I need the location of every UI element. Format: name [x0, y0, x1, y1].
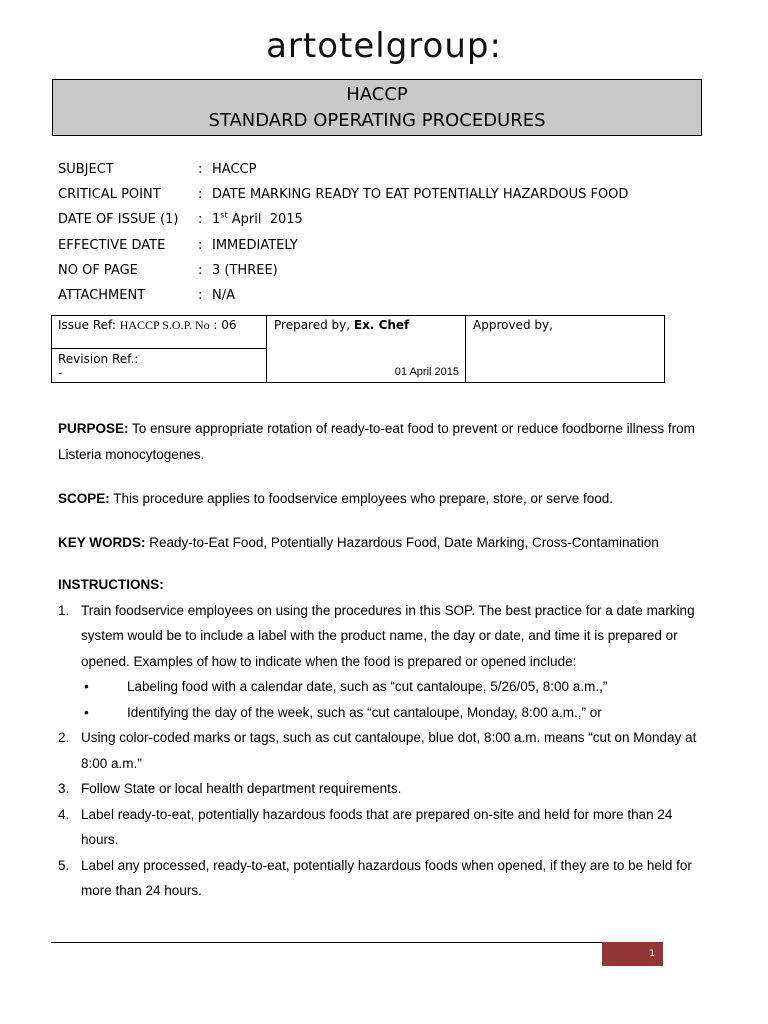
meta-colon: : [198, 212, 203, 228]
meta-key: EFFECTIVE DATE [58, 237, 166, 253]
meta-colon: : [198, 262, 203, 278]
meta-value: 3 (THREE) [212, 262, 278, 278]
revision-ref-cell [52, 349, 266, 383]
ref-cell-left [52, 316, 267, 382]
list-text: Using color-coded marks or tags, such as cut cantaloupe, blue dot, 8:00 a.m. means “cut on Monday at 8:00 a.m.” [81, 730, 697, 771]
meta-list [58, 157, 628, 308]
bullet-icon: • [84, 704, 89, 720]
purpose-text: To ensure appropriate rotation of ready-to-eat food to prevent or reduce foodborne illness from Listeria monocytogenes. [58, 421, 695, 462]
issue-ref-cell [52, 316, 266, 349]
title-box [52, 79, 702, 136]
meta-key: NO OF PAGE [58, 262, 138, 278]
meta-colon: : [198, 187, 203, 203]
list-item [58, 776, 708, 802]
instructions-section [58, 572, 708, 904]
scope-section [58, 486, 708, 512]
purpose-section [58, 416, 708, 467]
keywords-section [58, 530, 708, 556]
approved-by-label: Approved by, [473, 318, 553, 332]
list-number: 5. [58, 857, 70, 873]
issue-ref-num: : 06 [209, 318, 237, 332]
list-number: 1. [58, 602, 70, 618]
prepared-date: 01 April 2015 [394, 366, 459, 378]
meta-colon: : [198, 237, 203, 253]
date-suffix: st [220, 211, 228, 221]
prepared-by-label: Prepared by, [274, 318, 354, 332]
scope-text: This procedure applies to foodservice employees who prepare, store, or serve food. [113, 491, 614, 506]
list-number: 4. [58, 806, 70, 822]
list-text: Label ready-to-eat, potentially hazardous foods that are prepared on-site and held for more than 24 hours. [81, 806, 673, 847]
issue-ref-value: HACCP S.O.P. No [119, 318, 210, 332]
purpose-label: PURPOSE: [58, 421, 129, 436]
meta-row-attachment [58, 283, 628, 308]
title-line-1: HACCP [346, 84, 408, 105]
scope-label: SCOPE: [58, 491, 110, 506]
list-text: Label any processed, ready-to-eat, potentially hazardous foods when opened, if they are to be held for more than 24 hours. [81, 857, 692, 898]
meta-value: DATE MARKING READY TO EAT POTENTIALLY HAZARDOUS FOOD [212, 187, 629, 203]
bullet-item [58, 674, 708, 700]
issue-ref-label: Issue Ref: [58, 318, 120, 332]
prepared-by-cell [267, 316, 466, 382]
reference-table [51, 315, 665, 383]
list-item [58, 853, 708, 904]
instructions-label: INSTRUCTIONS: [58, 577, 164, 592]
date-rest: April 2015 [227, 212, 303, 228]
title-line-2: STANDARD OPERATING PROCEDURES [208, 110, 546, 131]
revision-ref-value: - [58, 366, 63, 380]
meta-row-date-of-issue [58, 207, 628, 232]
meta-value: HACCP [212, 162, 257, 178]
list-text: Train foodservice employees on using the procedures in this SOP. The best practice for a date marking system would be to include a label with the product name, the day or date, and time it is prepared or opened. Examples of how to indicate when the food is prepared or opened include: [81, 602, 695, 669]
revision-ref-label: Revision Ref.: [58, 352, 139, 366]
date-day: 1 [212, 212, 221, 228]
list-item [58, 802, 708, 853]
meta-key: CRITICAL POINT [58, 187, 161, 203]
list-text: Follow State or local health department requirements. [81, 781, 402, 796]
meta-key: ATTACHMENT [58, 288, 146, 304]
meta-value: N/A [212, 288, 235, 304]
prepared-by-value: Ex. Chef [353, 318, 410, 332]
meta-value: IMMEDIATELY [212, 237, 298, 253]
bullet-text: Labeling food with a calendar date, such as “cut cantaloupe, 5/26/05, 8:00 a.m.,” [127, 679, 608, 694]
meta-row-subject [58, 157, 628, 182]
meta-row-no-of-page [58, 258, 628, 283]
meta-key: SUBJECT [58, 162, 114, 178]
brand-logo: artotelgroup: [266, 26, 502, 66]
keywords-text: Ready-to-Eat Food, Potentially Hazardous Food, Date Marking, Cross-Contamination [149, 535, 659, 550]
list-item [58, 598, 708, 675]
meta-colon: : [198, 162, 203, 178]
list-number: 3. [58, 781, 70, 796]
keywords-label: KEY WORDS: [58, 535, 146, 550]
meta-key: DATE OF ISSUE (1) [58, 212, 179, 228]
bullet-icon: • [84, 679, 89, 694]
meta-row-critical-point [58, 182, 628, 207]
list-item [58, 725, 708, 776]
page-number-badge: 1 [602, 942, 663, 966]
footer-divider [51, 942, 602, 943]
meta-value [212, 212, 303, 227]
bullet-item [58, 700, 708, 726]
approved-by-cell [466, 316, 664, 382]
bullet-text: Identifying the day of the week, such as “cut cantaloupe, Monday, 8:00 a.m.,” or [127, 704, 602, 720]
list-number: 2. [58, 730, 70, 745]
meta-colon: : [198, 288, 203, 304]
meta-row-effective-date [58, 233, 628, 258]
